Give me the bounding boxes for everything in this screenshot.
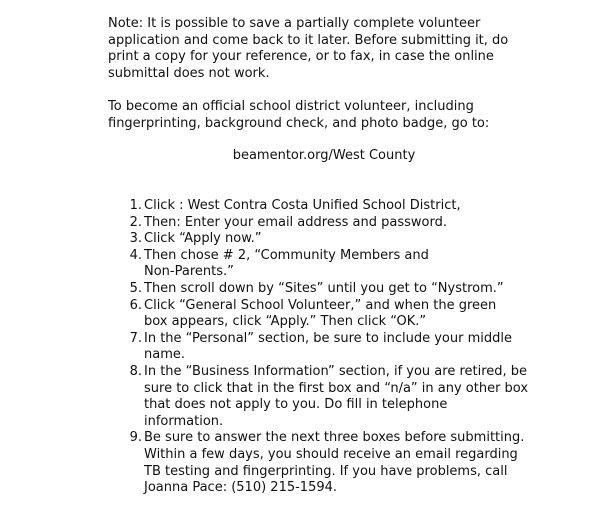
step-line: information. [144,413,224,429]
step-number: 4. [129,247,142,263]
volunteer-website-url: beamentor.org/West County [232,148,416,163]
step-item-2 [108,215,548,232]
step-number: 7. [129,330,142,346]
step-item-8 [108,364,548,430]
step-line: In the “Personal” section, be sure to include your middle [144,330,512,346]
step-line: Joanna Pace: (510) 215-1594. [144,480,338,496]
step-line: TB testing and fingerprinting. If you have problems, call [144,463,508,479]
step-item-9 [108,430,548,496]
step-line: Click “Apply now.” [144,231,262,247]
step-number: 6. [129,297,142,313]
instruction-steps-list [108,198,548,497]
step-line: Then: Enter your email address and password. [144,214,447,230]
step-item-5 [108,281,548,298]
intro-line: To become an official school district volunteer, including [108,99,474,114]
step-line: Then scroll down by “Sites” until you get to “Nystrom.” [144,280,504,296]
step-number: 9. [129,430,142,446]
step-item-6 [108,298,548,331]
note-line: application and come back to it later. Before submitting it, do [108,32,509,48]
step-number: 5. [129,280,142,296]
step-line: name. [144,347,185,363]
intro-line: fingerprinting, background check, and photo badge, go to: [108,115,490,131]
note-paragraph [108,16,553,82]
step-number: 8. [129,363,142,379]
step-line: Click : West Contra Costa Unified School District, [144,198,461,213]
note-line: submittal does not work. [108,65,270,81]
step-line: In the “Business Information” section, if you are retired, be [144,363,528,379]
step-item-3 [108,231,548,248]
intro-paragraph [108,99,553,132]
step-line: Within a few days, you should receive an email regarding [144,446,518,462]
note-line: print a copy for your reference, or to fax, in case the online [108,49,494,65]
step-line: Be sure to answer the next three boxes before submitting. [144,430,525,446]
step-item-7 [108,331,548,364]
step-number: 2. [129,214,142,230]
step-line: that does not apply to you. Do fill in telephone [144,397,448,413]
step-number: 3. [129,231,142,247]
step-item-1 [108,198,548,215]
note-line: Note: It is possible to save a partially complete volunteer [108,16,481,31]
step-number: 1. [129,198,142,213]
step-line: Then chose # 2, “Community Members and [144,247,429,263]
step-line: sure to click that in the first box and “n/a” in any other box [144,380,529,396]
step-line: Non-Parents.” [144,264,234,280]
step-item-4 [108,248,548,281]
step-line: Click “General School Volunteer,” and when the green [144,297,497,313]
step-line: box appears, click “Apply.” Then click “OK.” [144,314,427,330]
